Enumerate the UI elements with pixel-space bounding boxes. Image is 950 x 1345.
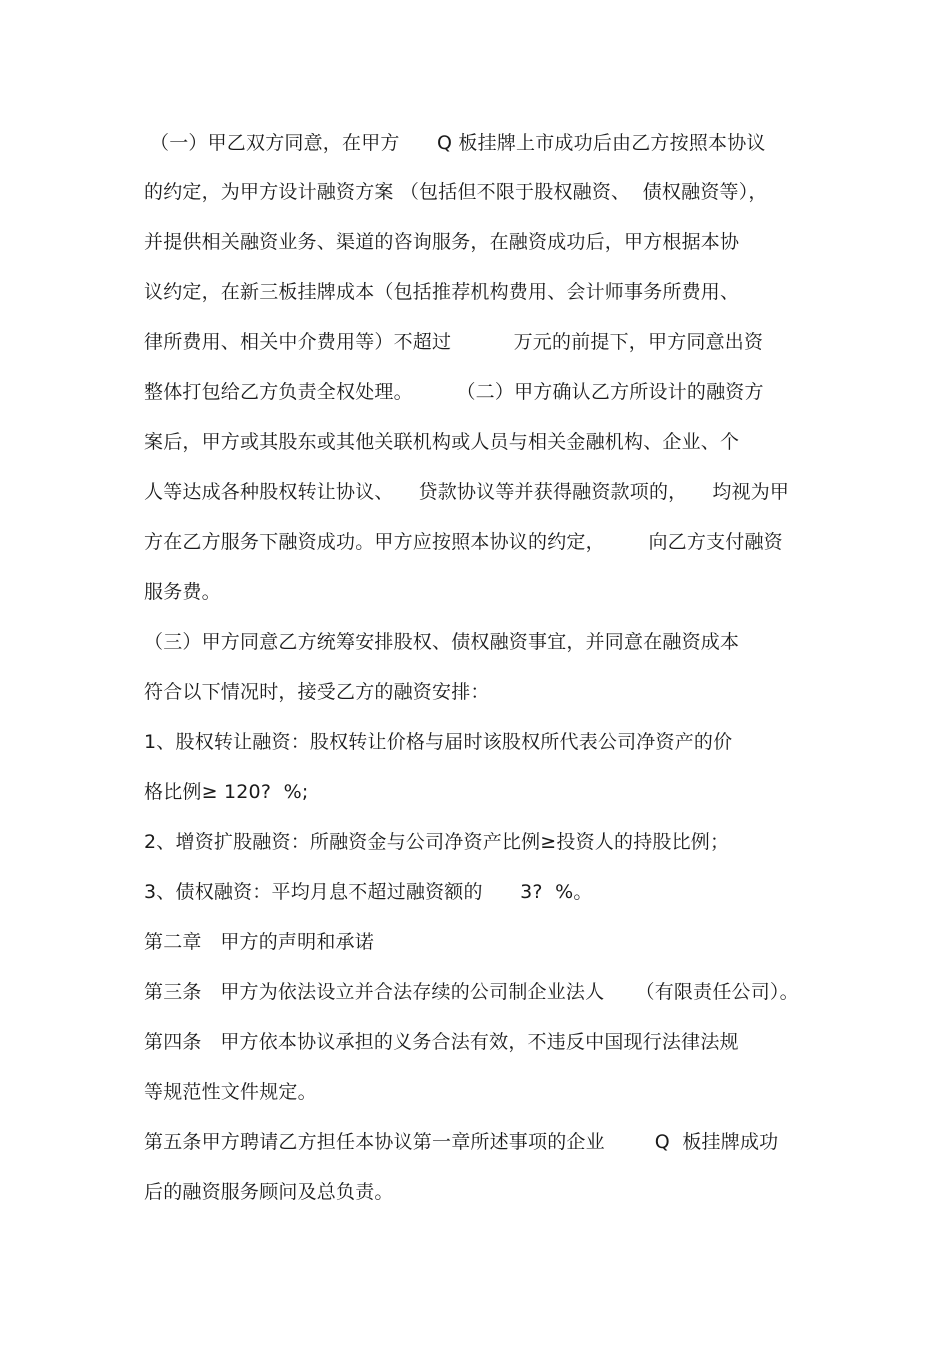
text-line: 1、股权转让融资：股权转让价格与届时该股权所代表公司净资产的价 — [144, 731, 733, 753]
text-line: 第四条 甲方依本协议承担的义务合法有效，不违反中国现行法律法规 — [144, 1031, 739, 1053]
text-line: 2、增资扩股融资：所融资金与公司净资产比例≥投资人的持股比例； — [144, 831, 730, 853]
text-line: 3、债权融资：平均月息不超过融资额的 3? %。 — [144, 881, 593, 903]
text-line: 议约定，在新三板挂牌成本（包括推荐机构费用、会计师事务所费用、 — [144, 281, 740, 303]
text-line: 整体打包给乙方负责全权处理。 （二）甲方确认乙方所设计的融资方 — [144, 381, 764, 403]
text-line: 后的融资服务顾问及总负责。 — [144, 1181, 394, 1203]
text-line: 案后，甲方或其股东或其他关联机构或人员与相关金融机构、企业、个 — [144, 431, 740, 453]
chapter-heading: 第二章 甲方的声明和承诺 — [144, 931, 374, 953]
text-line: 人等达成各种股权转让协议、 贷款协议等并获得融资款项的， 均视为甲 — [144, 481, 790, 503]
text-line: 符合以下情况时，接受乙方的融资安排： — [144, 681, 490, 703]
text-line: （一）甲乙双方同意，在甲方 Q 板挂牌上市成功后由乙方按照本协议 — [150, 132, 766, 154]
text-line: 方在乙方服务下融资成功。甲方应按照本协议的约定， 向乙方支付融资 — [144, 531, 783, 553]
text-line: 律所费用、相关中介费用等）不超过 万元的前提下，甲方同意出资 — [144, 331, 764, 353]
text-line: 的约定，为甲方设计融资方案 （包括但不限于股权融资、 债权融资等）， — [144, 181, 768, 203]
text-line: 并提供相关融资业务、渠道的咨询服务，在融资成功后，甲方根据本协 — [144, 231, 740, 253]
text-line: 第五条甲方聘请乙方担任本协议第一章所述事项的企业 Q 板挂牌成功 — [144, 1131, 779, 1153]
text-line: 服务费。 — [144, 581, 221, 603]
text-line: 等规范性文件规定。 — [144, 1081, 317, 1103]
text-line: （三）甲方同意乙方统筹安排股权、债权融资事宜，并同意在融资成本 — [144, 631, 740, 653]
text-line: 第三条 甲方为依法设立并合法存续的公司制企业法人 （有限责任公司）。 — [144, 981, 799, 1003]
text-line: 格比例≥ 120? %; — [144, 781, 309, 803]
